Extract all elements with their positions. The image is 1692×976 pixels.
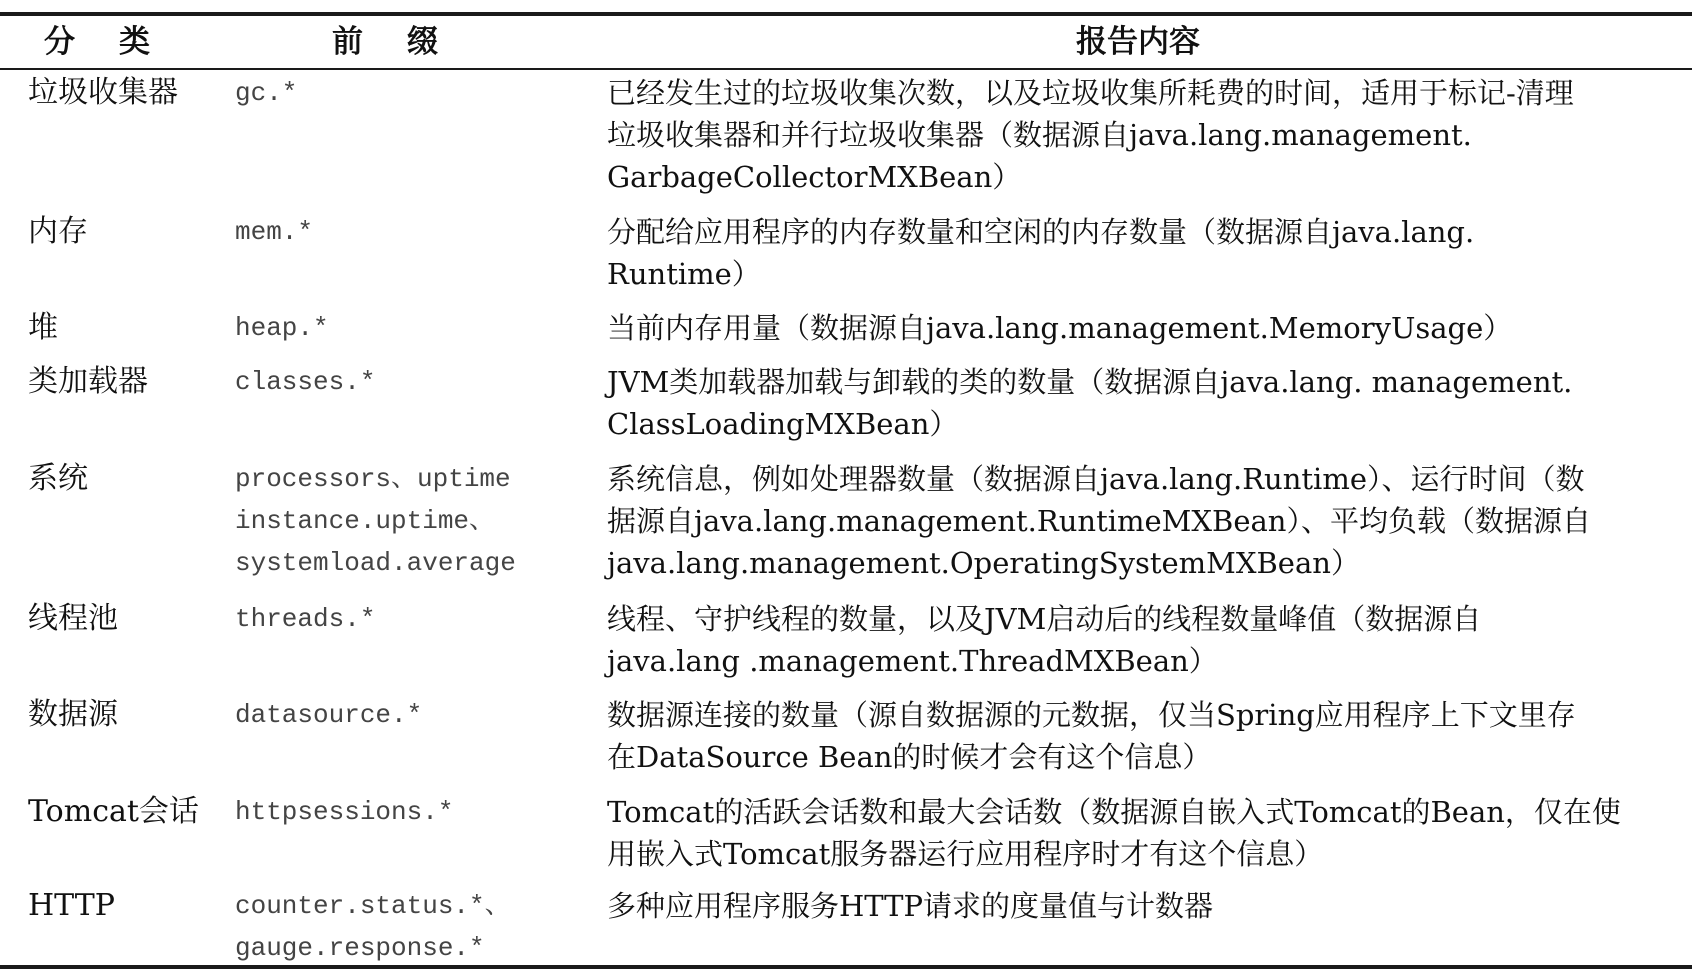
row-category: 内存 xyxy=(28,214,88,249)
row-description: 线程、守护线程的数量，以及JVM启动后的线程数量峰值（数据源自 java.lang .management.ThreadMXBean） xyxy=(607,602,1482,678)
row-prefix: processors、uptime instance.uptime、 systemload.average xyxy=(235,464,516,578)
row-prefix: classes.* xyxy=(235,367,376,397)
row-description: 系统信息，例如处理器数量（数据源自java.lang.Runtime）、运行时间（数 据源自java.lang.management.RuntimeMXBean）、平均负载（数据源自 java.lang.management.OperatingSystemMXBean） xyxy=(607,462,1591,580)
row-description: Tomcat的活跃会话数和最大会话数（数据源自嵌入式Tomcat的Bean，仅在使 用嵌入式Tomcat服务器运行应用程序时才有这个信息） xyxy=(607,795,1621,871)
row-category: 类加载器 xyxy=(28,364,148,399)
row-description: 多种应用程序服务HTTP请求的度量值与计数器 xyxy=(607,889,1214,923)
header-prefix: 前缀 xyxy=(332,24,482,60)
header-category: 分类 xyxy=(44,24,194,60)
row-description: 数据源连接的数量（源自数据源的元数据，仅当Spring应用程序上下文里存 在DataSource Bean的时候才会有这个信息） xyxy=(607,698,1576,774)
table-top-rule xyxy=(0,12,1692,16)
row-prefix: counter.status.*、 gauge.response.* xyxy=(235,891,511,963)
row-category: 系统 xyxy=(28,461,88,496)
row-description: 已经发生过的垃圾收集次数，以及垃圾收集所耗费的时间，适用于标记-清理 垃圾收集器和并行垃圾收集器（数据源自java.lang.management. GarbageCollectorMXBean） xyxy=(607,76,1574,194)
row-category: 线程池 xyxy=(28,601,118,636)
row-description: 当前内存用量（数据源自java.lang.management.MemoryUsage） xyxy=(607,311,1513,345)
header-content: 报告内容 xyxy=(1076,24,1200,60)
row-category: 垃圾收集器 xyxy=(28,75,178,110)
row-prefix: datasource.* xyxy=(235,700,423,730)
row-prefix: mem.* xyxy=(235,217,314,247)
row-category: Tomcat会话 xyxy=(28,794,199,829)
row-prefix: heap.* xyxy=(235,313,329,343)
row-category: HTTP xyxy=(28,888,115,923)
row-prefix: threads.* xyxy=(235,604,376,634)
table-bottom-rule xyxy=(0,965,1692,969)
row-prefix: httpsessions.* xyxy=(235,797,454,827)
table-header-rule xyxy=(0,68,1692,70)
row-description: 分配给应用程序的内存数量和空闲的内存数量（数据源自java.lang. Runtime） xyxy=(607,215,1475,291)
row-description: JVM类加载器加载与卸载的类的数量（数据源自java.lang. management. ClassLoadingMXBean） xyxy=(607,365,1573,441)
row-category: 堆 xyxy=(28,310,58,345)
row-prefix: gc.* xyxy=(235,78,298,108)
row-category: 数据源 xyxy=(28,697,118,732)
